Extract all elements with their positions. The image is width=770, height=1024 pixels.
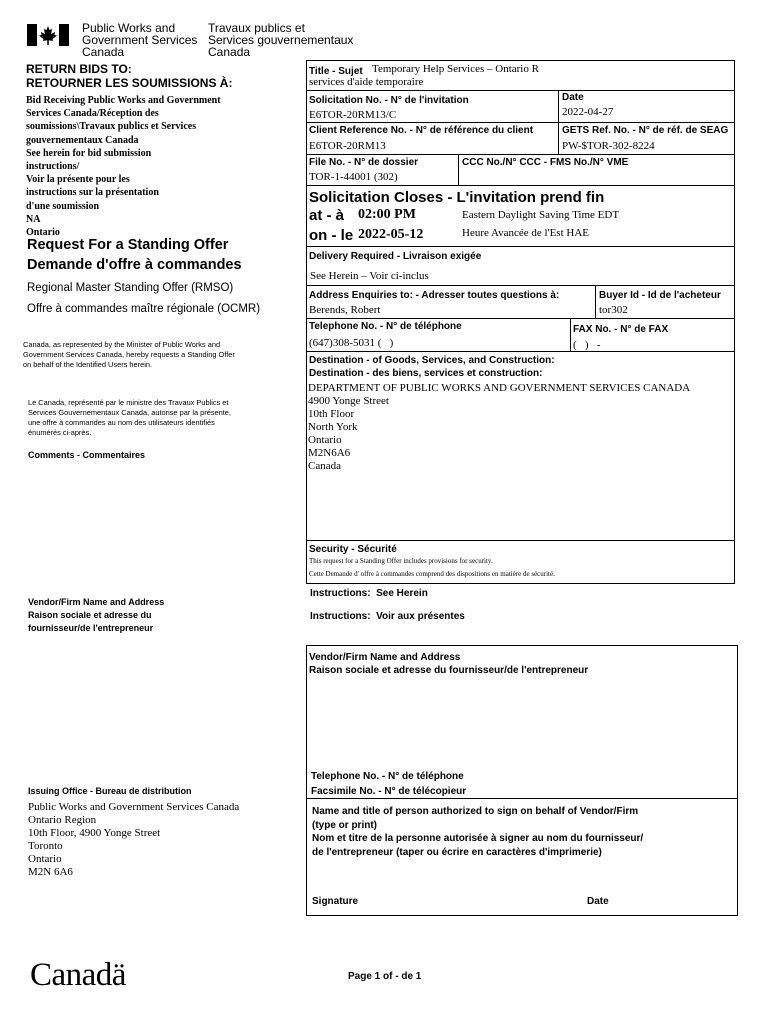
closing-date-value: 2022-05-12	[358, 227, 424, 242]
time-zone-fr: Heure Avancée de l'Est HAE	[462, 227, 590, 239]
issuing-office-address: Public Works and Government Services Canada Ontario Region 10th Floor, 4900 Yonge Street Toronto Ontario M2N 6A6	[28, 801, 240, 878]
divider	[306, 540, 735, 541]
canada-flag-icon	[27, 24, 69, 46]
canada-flag-logo	[27, 24, 69, 46]
destination-label-en: Destination - of Goods, Services, and Construction:	[309, 355, 555, 366]
closing-date-label: on - le	[309, 227, 354, 244]
return-bids-body: Bid Receiving Public Works and Government Services Canada/Réception des soumissions\Travaux publics et Services gouvernementaux Canada See herein for bid submission instructions/ Voir la présente pour les instructions sur la présentation d'une soumission NA Ontario	[26, 95, 221, 239]
gets-ref-value: PW-$TOR-302-8224	[562, 140, 655, 152]
department-name-en: Public Works and Government Services Canada	[82, 21, 198, 59]
closing-time-label: at - à	[309, 207, 345, 224]
vendor-name-address-field[interactable]	[308, 680, 736, 768]
divider	[595, 285, 596, 318]
fax-value: ( ) -	[573, 339, 601, 351]
request-statement-fr: Le Canada, représenté par le ministre des Travaux Publics et Services Gouvernementaux Canada, autorise par la présente, une offre à commandes au nom des utilisateurs identifiés énumérés ci-après.	[28, 398, 231, 437]
buyer-id-value: tor302	[599, 304, 628, 316]
request-statement-en: Canada, as represented by the Minister of Public Works and Government Services Canada, hereby requests a Standing Offer on behalf of the Identified Users herein.	[23, 340, 235, 369]
vendor-box-label: Vendor/Firm Name and Address Raison sociale et adresse du fournisseur/de l'entrepreneur	[309, 652, 589, 676]
instructions-en: Instructions: See Herein	[310, 588, 428, 599]
divider	[306, 246, 735, 247]
fax-label: FAX No. - N° de FAX	[573, 324, 669, 335]
title-value: Temporary Help Services – Ontario R	[372, 63, 539, 75]
client-ref-label: Client Reference No. - N° de référence du client	[309, 125, 534, 136]
return-bids-title: RETURN BIDS TO: RETOURNER LES SOUMISSIONS À:	[26, 62, 233, 90]
divider	[458, 154, 459, 185]
vendor-left-label: Vendor/Firm Name and Address Raison sociale et adresse du fournisseur/de l'entrepreneur	[28, 597, 165, 633]
divider	[306, 285, 735, 286]
file-no-label: File No. - N° de dossier	[309, 157, 419, 168]
date-value: 2022-04-27	[562, 106, 614, 118]
divider	[306, 90, 735, 91]
divider	[306, 154, 735, 155]
offer-type-fr: Offre à commandes maître régionale (OCMR)	[27, 303, 261, 315]
security-text-en: This request for a Standing Offer includes provisions for security.	[309, 557, 493, 565]
security-label: Security - Sécurité	[309, 544, 397, 555]
issuing-office-label: Issuing Office - Bureau de distribution	[28, 786, 192, 796]
date-label: Date	[562, 92, 584, 103]
instructions-fr: Instructions: Voir aux présentes	[310, 611, 465, 622]
divider	[306, 798, 738, 799]
divider	[306, 122, 735, 123]
solicitation-no-label: Solicitation No. - N° de l'invitation	[309, 95, 469, 106]
client-ref-value: E6TOR-20RM13	[309, 140, 386, 152]
canada-wordmark-text: Canadä	[30, 957, 126, 993]
divider	[570, 318, 571, 351]
destination-label-fr: Destination - des biens, services et construction:	[309, 368, 543, 379]
signature-label: Signature	[312, 896, 359, 907]
divider	[306, 318, 735, 319]
enquiries-value: Berends, Robert	[309, 304, 381, 316]
time-zone-en: Eastern Daylight Saving Time EDT	[462, 209, 620, 221]
closing-time-value: 02:00 PM	[358, 207, 416, 222]
delivery-required-value: See Herein – Voir ci-inclus	[310, 270, 429, 282]
title-label: Title - Sujet	[309, 66, 363, 77]
ccc-no-label: CCC No./N° CCC - FMS No./N° VME	[462, 157, 629, 168]
security-text-fr: Cette Demande d' offre à commandes comprend des dispositions en matière de sécurité.	[309, 570, 555, 578]
vendor-fax-label: Facsimile No. - N° de télécopieur	[311, 786, 467, 797]
canada-wordmark	[30, 957, 126, 993]
comments-label: Comments - Commentaires	[28, 450, 146, 460]
divider	[306, 185, 735, 186]
vendor-telephone-label: Telephone No. - N° de téléphone	[311, 771, 464, 782]
divider	[306, 351, 735, 352]
department-name-fr: Travaux publics et Services gouvernementaux Canada	[208, 21, 354, 59]
page-number: Page 1 of - de 1	[348, 971, 422, 982]
title-value-fr: services d'aide temporaire	[309, 76, 424, 88]
authorized-signer-label: Name and title of person authorized to sign on behalf of Vendor/Firm (type or print) Nom et titre de la personne autorisée à signer au nom du fournisseur/ de l'entrepreneur (taper ou écrire en caractères d'imprimerie)	[312, 806, 644, 858]
solicitation-closes-label: Solicitation Closes - L'invitation prend fin	[309, 189, 605, 206]
solicitation-no-value: E6TOR-20RM13/C	[309, 109, 397, 121]
request-title-fr: Demande d'offre à commandes	[27, 257, 242, 273]
signature-date-label: Date	[587, 896, 609, 907]
file-no-value: TOR-1-44001 (302)	[309, 171, 398, 183]
telephone-label: Telephone No. - N° de téléphone	[309, 321, 462, 332]
telephone-value: (647)308-5031 ( )	[309, 337, 394, 349]
request-title-en: Request For a Standing Offer	[27, 237, 229, 253]
gets-ref-label: GETS Ref. No. - N° de réf. de SEAG	[562, 125, 729, 136]
destination-address: DEPARTMENT OF PUBLIC WORKS AND GOVERNMENT SERVICES CANADA 4900 Yonge Street 10th Floor North York Ontario M2N6A6 Canada	[308, 382, 691, 472]
enquiries-label: Address Enquiries to: - Adresser toutes questions à:	[309, 290, 560, 301]
offer-type-en: Regional Master Standing Offer (RMSO)	[27, 282, 234, 294]
buyer-id-label: Buyer Id - Id de l'acheteur	[599, 290, 721, 301]
delivery-required-label: Delivery Required - Livraison exigée	[309, 251, 482, 262]
